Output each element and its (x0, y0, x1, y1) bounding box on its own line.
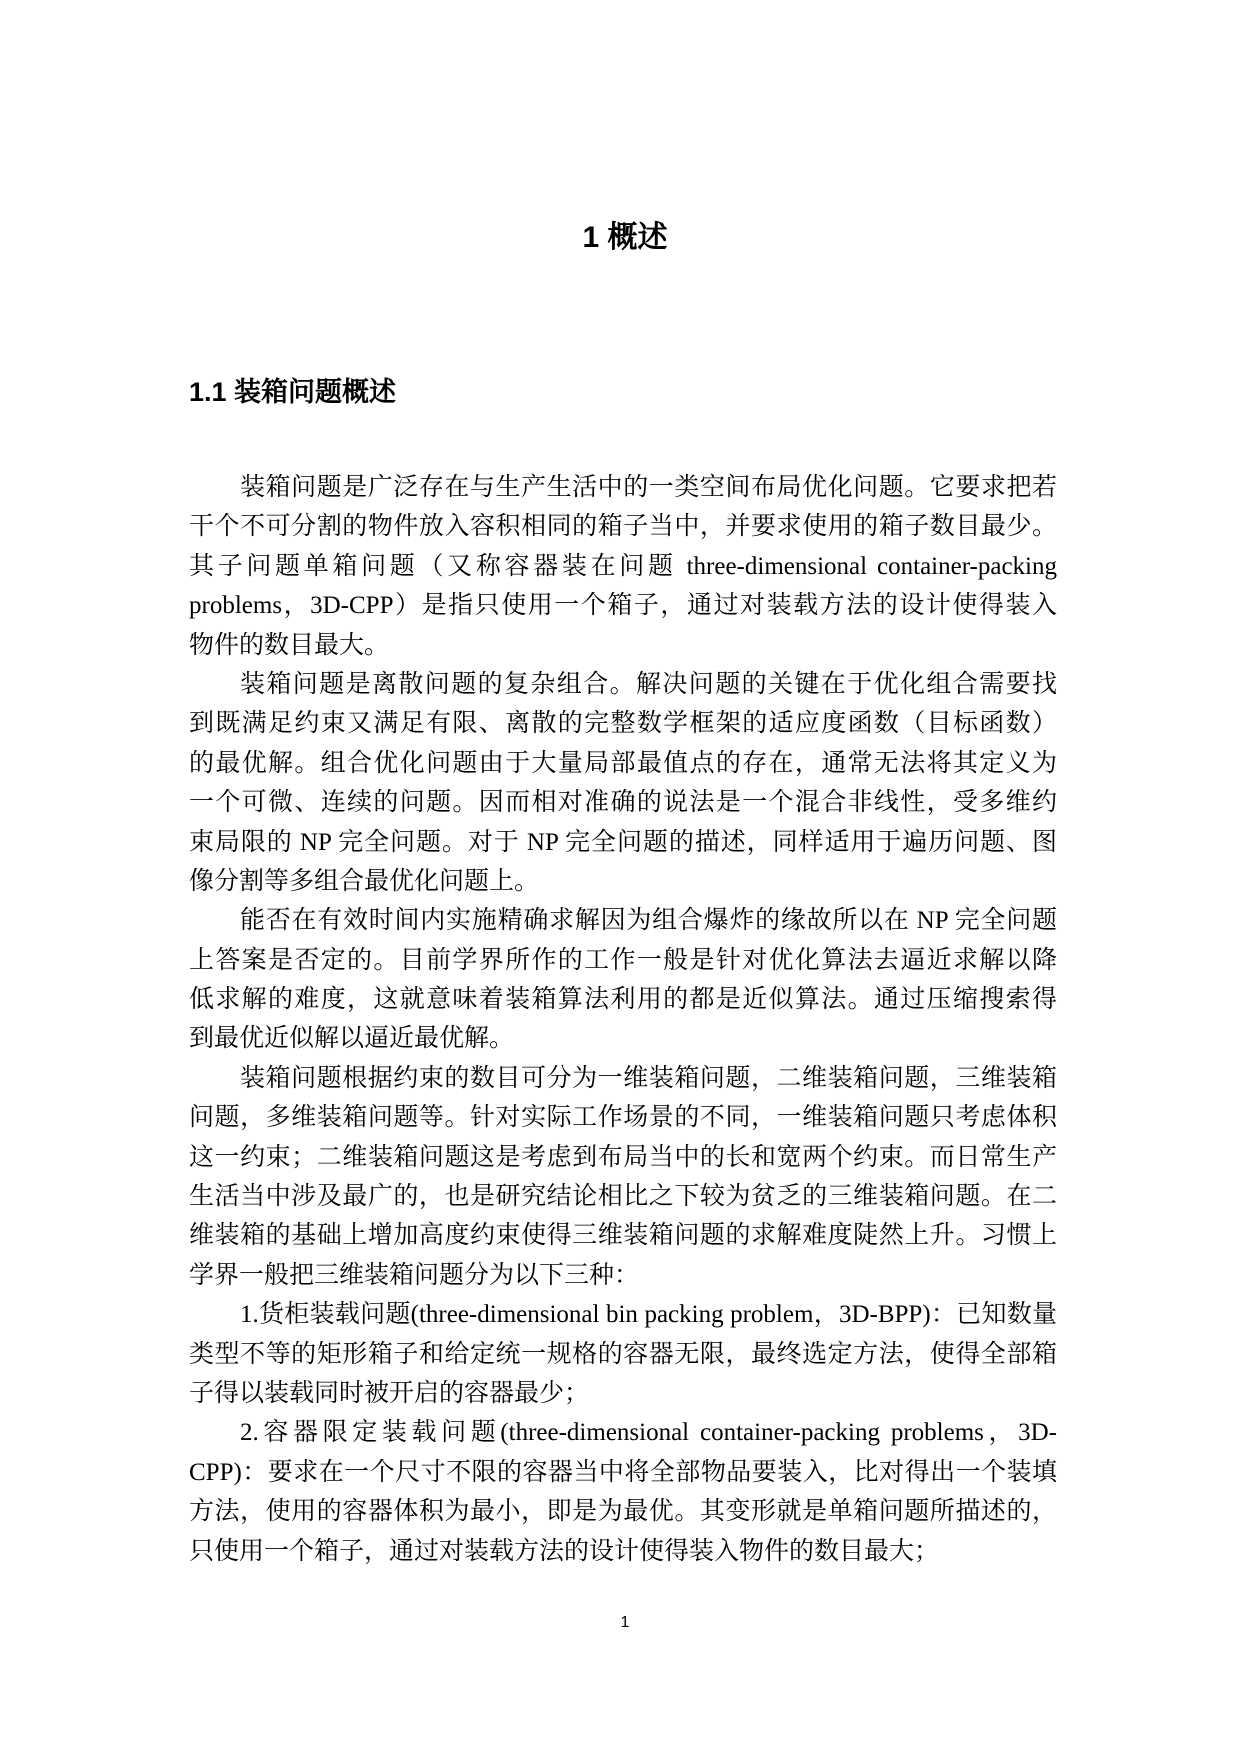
paragraph (189, 901, 1057, 1059)
chapter-title: 1 概述 (582, 221, 668, 254)
section-title: 1.1 装箱问题概述 (189, 377, 397, 407)
paragraph-line: 生活当中涉及最广的，也是研究结论相比之下较为贫乏的三维装箱问题。在二 (189, 1183, 1057, 1211)
paragraph-line: 装箱问题根据约束的数目可分为一维装箱问题，二维装箱问题，三维装箱 (240, 1064, 1057, 1092)
paragraph-line: 这一约束；二维装箱问题这是考虑到布局当中的长和宽两个约束。而日常生产 (189, 1143, 1057, 1171)
paragraph-line: 的最优解。组合优化问题由于大量局部最值点的存在，通常无法将其定义为 (189, 749, 1057, 777)
paragraph-line: 上答案是否定的。目前学界所作的工作一般是针对优化算法去逼近求解以降 (189, 946, 1057, 974)
paragraph-line: 干个不可分割的物件放入容积相同的箱子当中，并要求使用的箱子数目最少。 (189, 513, 1057, 541)
paragraph-line: 束局限的 NP 完全问题。对于 NP 完全问题的描述，同样适用于遍历问题、图 (189, 828, 1057, 856)
paragraph-line: 像分割等多组合最优化问题上。 (189, 867, 540, 895)
paragraph-line: 到最优近似解以逼近最优解。 (189, 1025, 515, 1053)
paragraph-line: 能否在有效时间内实施精确求解因为组合爆炸的缘故所以在 NP 完全问题 (240, 907, 1057, 935)
body-text (189, 468, 1057, 1571)
paragraph-line: 1.货柜装载问题(three-dimensional bin packing problem，3D-BPP)：已知数量 (240, 1301, 1057, 1329)
paragraph-line: 维装箱的基础上增加高度约束使得三维装箱问题的求解难度陡然上升。习惯上 (189, 1222, 1057, 1250)
paragraph-line: 装箱问题是离散问题的复杂组合。解决问题的关键在于优化组合需要找 (240, 670, 1057, 698)
paragraph-line: 问题，多维装箱问题等。针对实际工作场景的不同，一维装箱问题只考虑体积 (189, 1104, 1057, 1132)
paragraph-line: 一个可微、连续的问题。因而相对准确的说法是一个混合非线性，受多维约 (189, 789, 1057, 817)
paragraph (189, 1413, 1057, 1571)
page-number: 1 (620, 1614, 630, 1631)
paragraph (189, 468, 1057, 665)
paragraph-line: 物件的数目最大。 (189, 631, 390, 659)
paragraph-line: 方法，使用的容器体积为最小，即是为最优。其变形就是单箱问题所描述的， (189, 1498, 1057, 1526)
paragraph-line: 低求解的难度，这就意味着装箱算法利用的都是近似算法。通过压缩搜索得 (189, 986, 1057, 1014)
paragraph-line: 学界一般把三维装箱问题分为以下三种： (189, 1261, 640, 1289)
paragraph-line: 子得以装载同时被开启的容器最少； (189, 1379, 590, 1407)
paragraph (189, 1295, 1057, 1413)
paragraph-line: 其子问题单箱问题（又称容器装在问题 three-dimensional container-packing (189, 552, 1057, 580)
paragraph-line: 到既满足约束又满足有限、离散的完整数学框架的适应度函数（目标函数） (189, 710, 1057, 738)
paragraph-line: 装箱问题是广泛存在与生产生活中的一类空间布局优化问题。它要求把若 (240, 474, 1057, 501)
paragraph (189, 1059, 1057, 1295)
paragraph (189, 665, 1057, 901)
paragraph-line: problems，3D-CPP）是指只使用一个箱子，通过对装载方法的设计使得装入 (189, 592, 1057, 620)
paragraph-line: 只使用一个箱子，通过对装载方法的设计使得装入物件的数目最大； (189, 1537, 940, 1565)
paragraph-line: 2.容器限定装载问题(three-dimensional container-packing problems，3D- (240, 1419, 1057, 1447)
paragraph-line: 类型不等的矩形箱子和给定统一规格的容器无限，最终选定方法，使得全部箱 (189, 1340, 1057, 1368)
paragraph-line: CPP)：要求在一个尺寸不限的容器当中将全部物品要装入，比对得出一个装填 (189, 1458, 1057, 1486)
